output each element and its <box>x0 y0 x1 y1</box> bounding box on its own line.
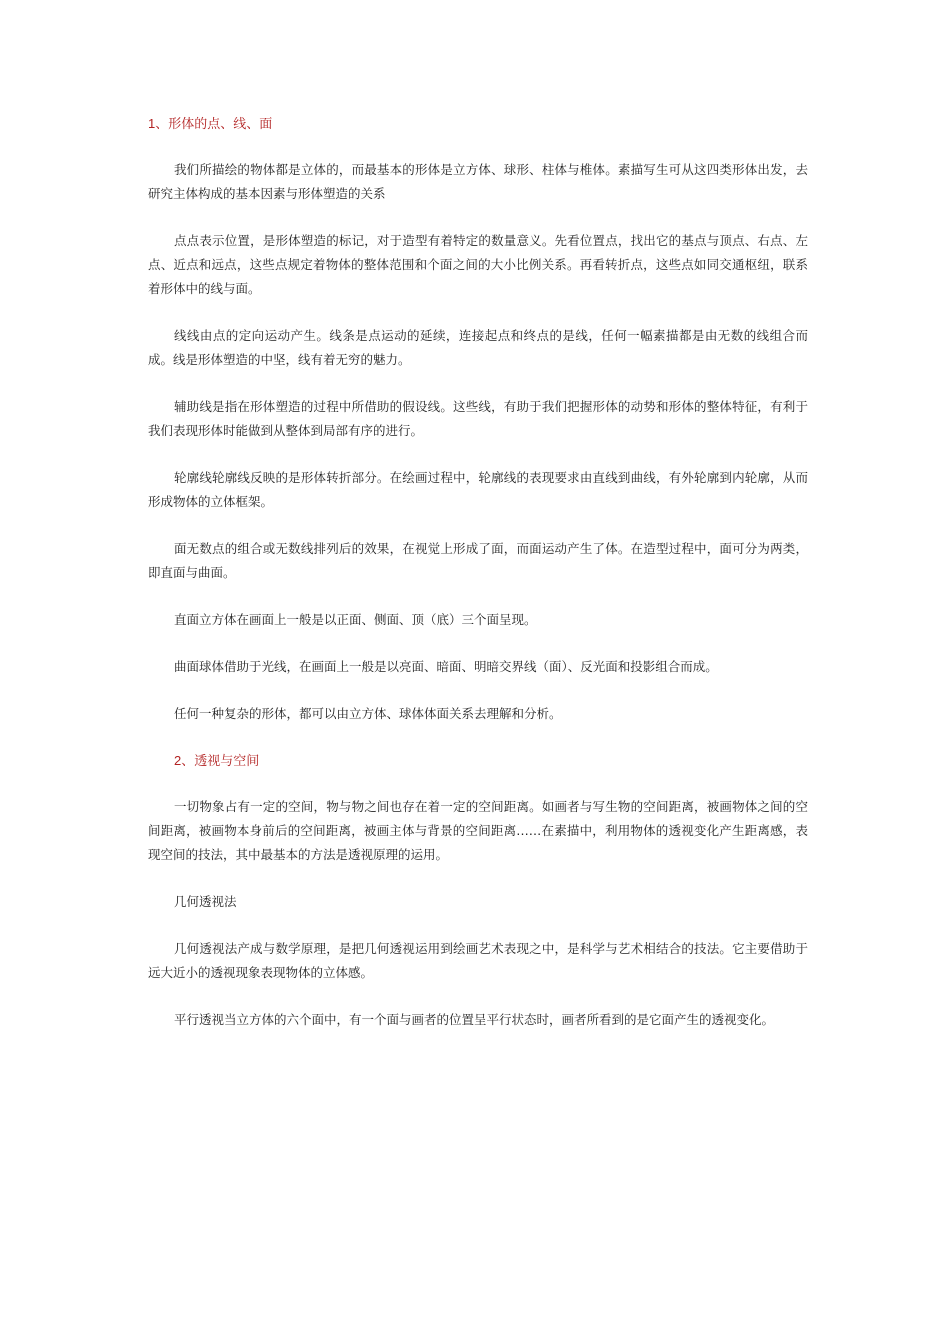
section-2-subheading: 几何透视法 <box>174 894 237 909</box>
section-1-paragraph: 轮廓线轮廓线反映的是形体转折部分。在绘画过程中，轮廓线的表现要求由直线到曲线，有外轮廓到内轮廓，从而形成物体的立体框架。 <box>148 470 808 509</box>
section-1-paragraph: 线线由点的定向运动产生。线条是点运动的延续，连接起点和终点的是线，任何一幅素描都是由无数的线组合而成。线是形体塑造的中坚，线有着无穷的魅力。 <box>148 328 808 367</box>
section-1-heading: 1、形体的点、线、面 <box>148 116 273 131</box>
section-1-paragraph: 我们所描绘的物体都是立体的，而最基本的形体是立方体、球形、柱体与椎体。素描写生可从这四类形体出发，去研究主体构成的基本因素与形体塑造的关系 <box>148 162 808 201</box>
section-1-paragraph: 直面立方体在画面上一般是以正面、侧面、顶（底）三个面呈现。 <box>174 612 537 627</box>
document-page <box>148 112 808 1055</box>
section-2-paragraph: 几何透视法产成与数学原理，是把几何透视运用到绘画艺术表现之中，是科学与艺术相结合的技法。它主要借助于远大近小的透视现象表现物体的立体感。 <box>148 941 808 980</box>
section-1-paragraph: 点点表示位置，是形体塑造的标记，对于造型有着特定的数量意义。先看位置点，找出它的基点与顶点、右点、左点、近点和远点，这些点规定着物体的整体范围和个面之间的大小比例关系。再看转折点，这些点如同交通枢纽，联系着形体中的线与面。 <box>148 233 808 296</box>
section-2-paragraph: 平行透视当立方体的六个面中，有一个面与画者的位置呈平行状态时，画者所看到的是它面产生的透视变化。 <box>174 1012 775 1027</box>
section-1-paragraph: 面无数点的组合或无数线排列后的效果，在视觉上形成了面，而面运动产生了体。在造型过程中，面可分为两类，即直面与曲面。 <box>148 541 808 580</box>
section-1-paragraph: 任何一种复杂的形体，都可以由立方体、球体体面关系去理解和分析。 <box>174 706 562 721</box>
section-1-paragraph: 曲面球体借助于光线，在画面上一般是以亮面、暗面、明暗交界线（面）、反光面和投影组合而成。 <box>174 659 718 674</box>
section-2-paragraph: 一切物象占有一定的空间，物与物之间也存在着一定的空间距离。如画者与写生物的空间距离，被画物体之间的空间距离，被画物本身前后的空间距离，被画主体与背景的空间距离……在素描中，利用物体的透视变化产生距离感，表现空间的技法，其中最基本的方法是透视原理的运用。 <box>148 799 808 862</box>
section-1-paragraph: 辅助线是指在形体塑造的过程中所借助的假设线。这些线，有助于我们把握形体的动势和形体的整体特征，有利于我们表现形体时能做到从整体到局部有序的进行。 <box>148 399 808 438</box>
section-2-heading: 2、透视与空间 <box>174 753 260 768</box>
